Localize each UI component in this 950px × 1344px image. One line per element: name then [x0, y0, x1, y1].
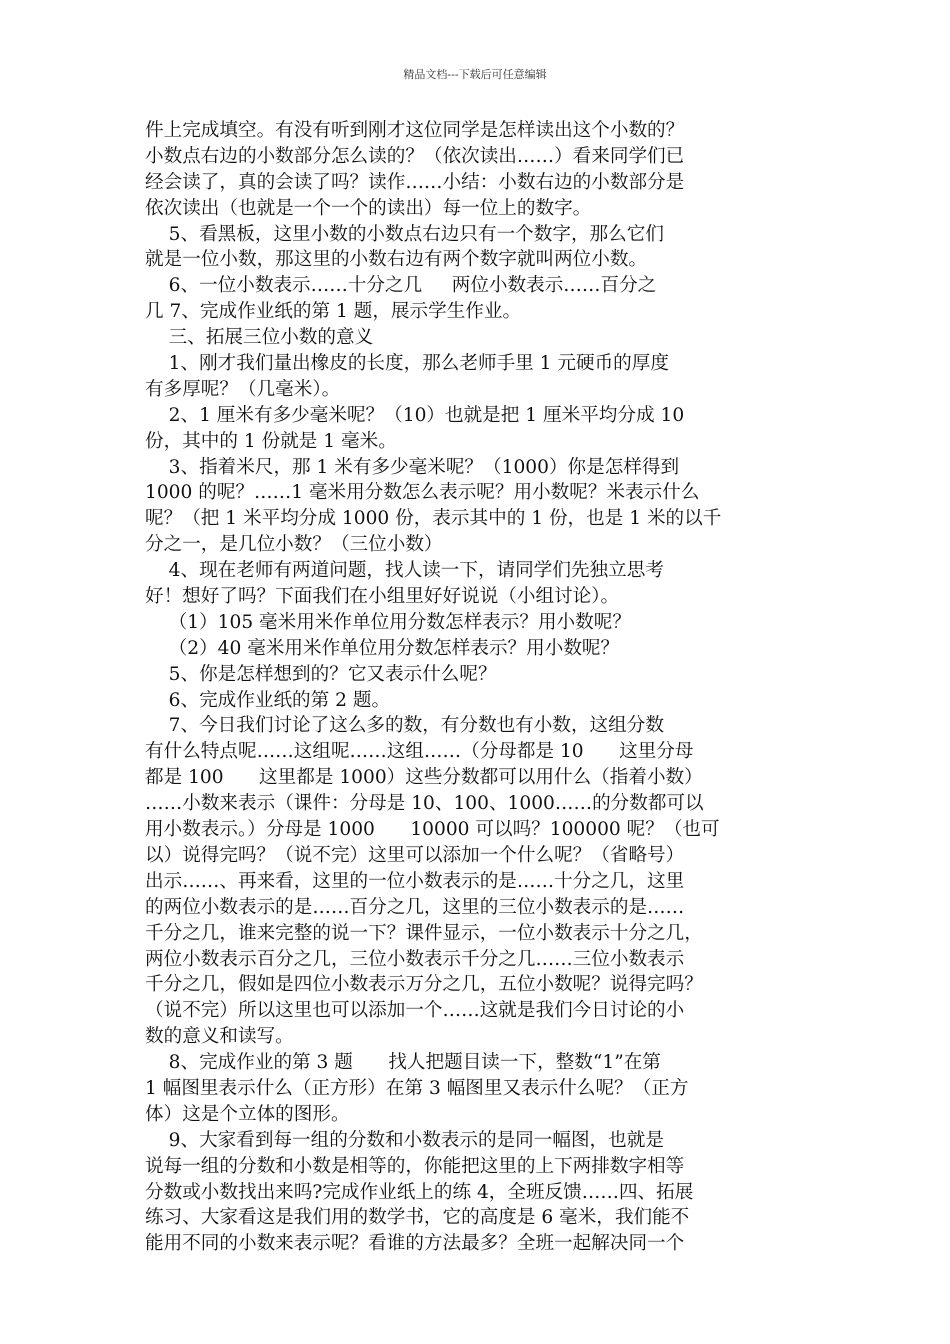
- text-line: 份，其中的 1 份就是 1 毫米。: [145, 430, 397, 452]
- text-line: 小数点右边的小数部分怎么读的？（依次读出……）看来同学们已: [145, 145, 685, 167]
- text-line: 的两位小数表示的是……百分之几，这里的三位小数表示的是……: [145, 896, 685, 918]
- text-line: （1）105 毫米用米作单位用分数怎样表示？用小数呢？: [145, 611, 631, 633]
- text-line: 经会读了，真的会读了吗？读作……小结：小数右边的小数部分是: [145, 171, 685, 193]
- text-line: 6、一位小数表示……十分之几 两位小数表示……百分之: [145, 275, 657, 297]
- text-line: 用小数表示。）分母是 1000 10000 可以吗？100000 呢？（也可: [145, 819, 720, 841]
- text-line: 以）说得完吗？（说不完）这里可以添加一个什么呢？（省略号）: [145, 844, 685, 866]
- text-line: ……小数来表示（课件：分母是 10、100、1000……的分数都可以: [145, 793, 704, 815]
- text-line: 分之一，是几位小数？（三位小数）: [145, 534, 443, 556]
- text-line: 依次读出（也就是一个一个的读出）每一位上的数字。: [145, 197, 592, 219]
- text-line: 练习、大家看这是我们用的数学书，它的高度是 6 毫米，我们能不: [145, 1207, 690, 1229]
- text-line: 都是 100 这里都是 1000）这些分数都可以用什么（指着小数）: [145, 767, 703, 789]
- text-line: 数的意义和读写。: [145, 1026, 294, 1048]
- text-line: 5、看黑板，这里小数的小数点右边只有一个数字，那么它们: [145, 223, 664, 245]
- text-line: 9、大家看到每一组的分数和小数表示的是同一幅图，也就是: [145, 1129, 664, 1151]
- document-body: [145, 118, 813, 1257]
- text-line: （说不完）所以这里也可以添加一个……这就是我们今日讨论的小: [145, 1000, 685, 1022]
- text-line: 1 幅图里表示什么（正方形）在第 3 幅图里又表示什么呢？（正方: [145, 1077, 689, 1099]
- text-line: 7、今日我们讨论了这么多的数，有分数也有小数，这组分数: [145, 715, 664, 737]
- text-line: （2）40 毫米用米作单位用分数怎样表示？用小数呢？: [145, 637, 620, 659]
- text-line: 2、1 厘米有多少毫米呢？（10）也就是把 1 厘米平均分成 10: [145, 404, 685, 426]
- text-line: 能用不同的小数来表示呢？看谁的方法最多？全班一起解决同一个: [145, 1233, 685, 1255]
- text-line: 分数或小数找出来吗?完成作业纸上的练 4，全班反馈……四、拓展: [145, 1181, 694, 1203]
- text-line: 3、指着米尺，那 1 米有多少毫米呢？（1000）你是怎样得到: [145, 456, 680, 478]
- text-line: 几 7、完成作业纸的第 1 题，展示学生作业。: [145, 301, 522, 323]
- text-line: 出示……、再来看，这里的一位小数表示的是……十分之几，这里: [145, 870, 685, 892]
- text-line: 体）这是个立体的图形。: [145, 1103, 350, 1125]
- text-line: 4、现在老师有两道问题，找人读一下，请同学们先独立思考: [145, 560, 664, 582]
- text-line: 1000 的呢？……1 毫米用分数怎么表示呢？用小数呢？米表示什么: [145, 482, 700, 504]
- text-line: 有什么特点呢……这组呢……这组……（分母都是 10 这里分母: [145, 741, 694, 763]
- text-line: 1、刚才我们量出橡皮的长度，那么老师手里 1 元硬币的厚度: [145, 353, 669, 375]
- text-line: 千分之几，谁来完整的说一下？课件显示，一位小数表示十分之几，: [145, 922, 703, 944]
- text-line: 5、你是怎样想到的？它又表示什么呢？: [145, 663, 497, 685]
- text-line: 三、拓展三位小数的意义: [145, 327, 374, 349]
- text-line: 6、完成作业纸的第 2 题。: [145, 689, 391, 711]
- text-line: 呢？（把 1 米平均分成 1000 份，表示其中的 1 份，也是 1 米的以千: [145, 508, 722, 530]
- text-line: 有多厚呢？（几毫米）。: [145, 378, 341, 400]
- page-header: 精品文档---下载后可任意编辑: [403, 68, 547, 81]
- text-line: 两位小数表示百分之几，三位小数表示千分之几……三位小数表示: [145, 948, 685, 970]
- text-line: 好！想好了吗？下面我们在小组里好好说说（小组讨论）。: [145, 586, 620, 608]
- text-line: 件上完成填空。有没有听到刚才这位同学是怎样读出这个小数的？: [145, 120, 685, 141]
- text-line: 千分之几，假如是四位小数表示万分之几，五位小数呢？说得完吗？: [145, 974, 703, 996]
- text-line: 就是一位小数，那这里的小数右边有两个数字就叫两位小数。: [145, 249, 648, 271]
- text-line: 8、完成作业的第 3 题 找人把题目读一下，整数“1”在第: [145, 1052, 661, 1074]
- text-line: 说每一组的分数和小数是相等的，你能把这里的上下两排数字相等: [145, 1155, 685, 1177]
